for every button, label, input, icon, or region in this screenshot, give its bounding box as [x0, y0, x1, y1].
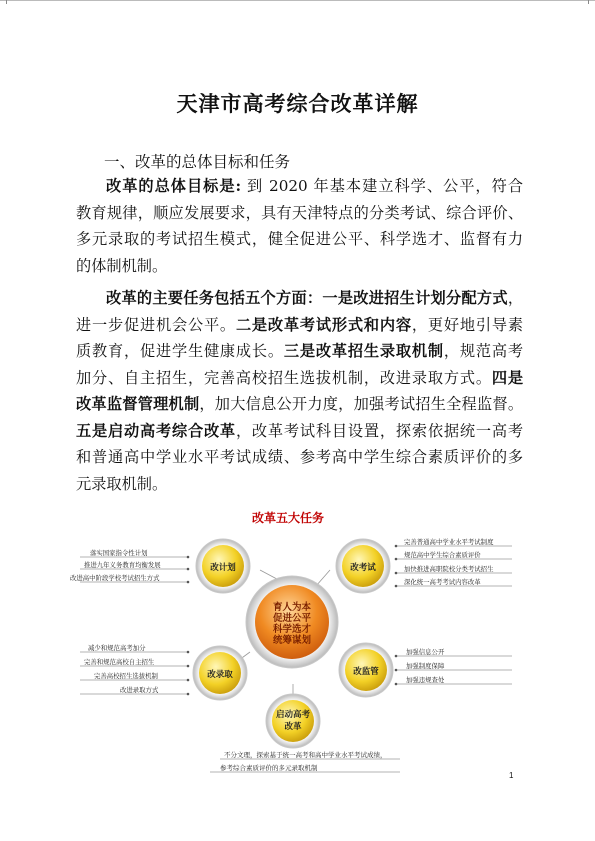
paragraph-line: [76, 285, 523, 312]
section-heading: 一、改革的总体目标和任务: [104, 153, 291, 171]
task-four-bold: 四是: [491, 368, 523, 387]
text-run: ，加大信息公开力度，加强考试招生全程监督。: [199, 395, 523, 413]
node-exam-label: 改考试: [350, 563, 376, 573]
text-run: 质教育，促进学生健康成长。: [76, 342, 284, 360]
plan-item: 改进高中阶段学校考试招生方式: [70, 574, 160, 582]
text-run: ，: [507, 289, 523, 307]
document-title: 天津市高考综合改革详解: [176, 91, 419, 116]
node-reform-label-1: 启动高考: [275, 710, 311, 720]
task-three-bold: 三是改革招生录取机制: [283, 342, 444, 360]
admission-item: 减少和规范高考加分: [88, 644, 146, 652]
text-run: 加分、自主招生，完善高校招生选拔机制，改进录取方式。: [76, 368, 492, 387]
paragraph-line: [76, 418, 523, 445]
crop-mark-right: [588, 0, 589, 4]
center-text-4: 统筹谋划: [272, 635, 312, 646]
text-run: ，更好地引导素: [411, 315, 523, 334]
task-five-bold: 五是启动高考综合改革: [76, 421, 236, 440]
node-supervision: [339, 643, 393, 697]
paragraph-line: [76, 391, 523, 418]
paragraph-line: 多元录取的考试招生模式，健全促进公平、科学选才、监督有力: [76, 230, 523, 248]
reform-item: 不分文理，探索基于统一高考和高中学业水平考试成绩，: [224, 751, 387, 759]
node-reform-label-2: 改革: [284, 722, 302, 732]
supervision-item: 加强信息公开: [406, 648, 445, 656]
node-plan: [196, 539, 250, 593]
page-number: 1: [509, 771, 514, 780]
text-run: 进一步促进机会公平。: [76, 315, 236, 334]
text-run: ，规范高考: [443, 342, 523, 360]
center-text-3: 科学选才: [272, 624, 312, 635]
paragraph-line: [76, 173, 523, 200]
admission-item: 完善和规范高校自主招生: [84, 658, 155, 666]
text-run: ，改革考试科目设置，探索依据统一高考: [235, 421, 523, 440]
center-text-2: 促进公平: [272, 613, 312, 624]
center-node: [246, 576, 338, 668]
supervision-item: 加强违规查处: [406, 676, 445, 684]
node-exam: [336, 539, 390, 593]
exam-item: 深化统一高考考试内容改革: [404, 578, 481, 586]
supervision-item: 加强制度保障: [406, 662, 445, 670]
paragraph-line: [76, 365, 523, 392]
node-supervision-label: 改监管: [353, 667, 379, 677]
paragraph-line: 教育规律，顺应发展要求，具有天津特点的分类考试、综合评价、: [76, 203, 523, 222]
goal-label: 改革的总体目标是: [106, 177, 236, 195]
task-two-bold: 二是改革考试形式和内容: [235, 315, 412, 334]
diagram-title: 改革五大任务: [251, 511, 325, 525]
goal-colon: :: [235, 177, 242, 195]
reform-item: 参考综合素质评价的多元录取机制: [220, 764, 318, 772]
admission-item: 完善高校招生选拔机制: [94, 672, 158, 680]
admission-item: 改进录取方式: [120, 686, 159, 694]
exam-item: 完善普通高中学业水平考试制度: [404, 538, 494, 546]
exam-item: 规范高中学生综合素质评价: [404, 551, 481, 559]
node-admission-label: 改录取: [207, 670, 233, 680]
center-text-1: 育人为本: [272, 602, 312, 613]
node-reform: [266, 694, 320, 748]
diagram-svg: [60, 504, 535, 794]
crop-mark-left: [6, 0, 7, 4]
exam-item: 加快推进高职院校分类考试招生: [404, 565, 494, 573]
page-top-border: [0, 0, 595, 1]
tasks-heading-bold: 改革的主要任务包括五个方面：一是改进招生计划分配方式: [106, 289, 508, 307]
paragraph-line: 的体制机制。: [76, 256, 168, 275]
node-admission: [193, 646, 247, 700]
task-four-bold-cont: 改革监督管理机制: [76, 395, 200, 413]
five-tasks-diagram: [60, 504, 535, 794]
paragraph-main-tasks: [76, 285, 523, 497]
node-plan-label: 改计划: [210, 563, 236, 573]
paragraph-line: [76, 312, 523, 339]
goal-text: 到 2020 年基本建立科学、公平，符合: [247, 177, 523, 195]
plan-item: 推进九年义务教育均衡发展: [84, 561, 161, 569]
paragraph-overall-goal: [76, 173, 523, 279]
paragraph-line: 和普通高中学业水平考试成绩、参考高中学生综合素质评价的多: [76, 448, 523, 466]
paragraph-line: [76, 338, 523, 365]
paragraph-line: 元录取机制。: [76, 474, 168, 493]
plan-item: 落实国家指令性计划: [90, 549, 148, 557]
